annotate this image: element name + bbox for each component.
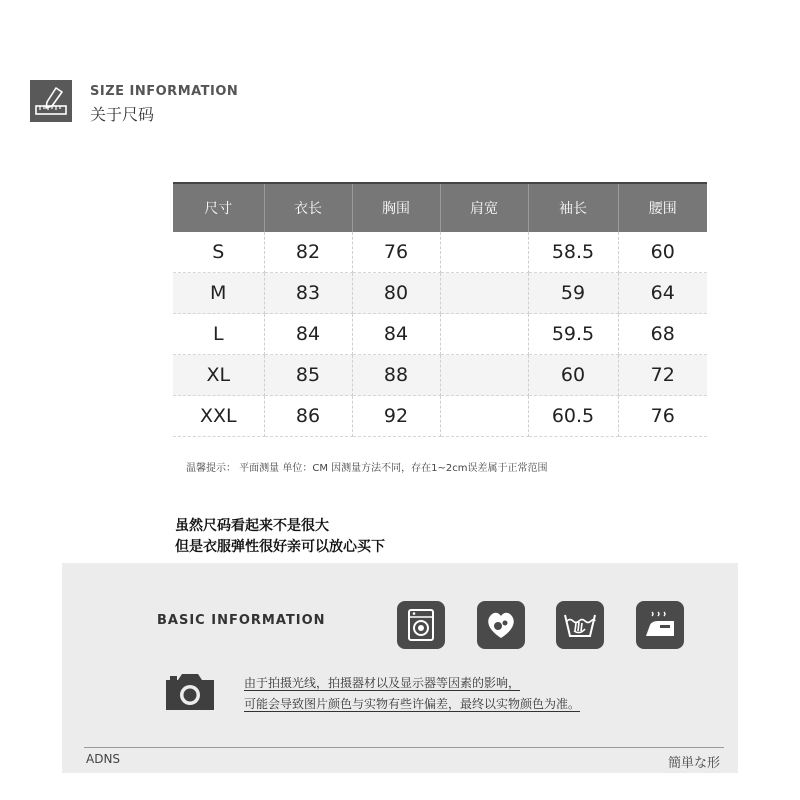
table-cell (440, 355, 528, 396)
table-cell: 58.5 (528, 232, 618, 273)
table-cell: S (173, 232, 264, 273)
header-sleeve: 袖长 (528, 183, 618, 232)
size-table (173, 182, 707, 437)
table-cell: 60 (618, 232, 707, 273)
measurement-tip: 温馨提示： 平面测量 单位：CM 因测量方法不同，存在1~2cm误差属于正常范围 (186, 463, 548, 474)
table-cell: 60.5 (528, 396, 618, 437)
header-size: 尺寸 (173, 183, 264, 232)
table-cell: 86 (264, 396, 352, 437)
table-row (173, 355, 707, 396)
camera-icon (162, 668, 218, 718)
table-cell: XL (173, 355, 264, 396)
table-cell: 59 (528, 273, 618, 314)
table-cell (440, 232, 528, 273)
disclaimer-line: 由于拍摄光线，拍摄器材以及显示器等因素的影响， (244, 676, 521, 690)
table-cell: 83 (264, 273, 352, 314)
table-cell: 76 (352, 232, 440, 273)
footer-slogan: 簡単な形 (668, 756, 721, 771)
table-cell: 64 (618, 273, 707, 314)
table-cell: 60 (528, 355, 618, 396)
table-cell: M (173, 273, 264, 314)
footer-divider (84, 747, 724, 748)
elasticity-note (175, 516, 385, 558)
iron-icon (636, 601, 684, 649)
table-cell: 84 (352, 314, 440, 355)
table-header-row (173, 183, 707, 232)
color-disclaimer (244, 673, 580, 715)
table-cell: 59.5 (528, 314, 618, 355)
basic-info-title: BASIC INFORMATION (157, 613, 326, 628)
table-cell (440, 314, 528, 355)
table-row (173, 314, 707, 355)
table-cell: XXL (173, 396, 264, 437)
table-row (173, 232, 707, 273)
table-cell (440, 396, 528, 437)
washing-machine-icon (397, 601, 445, 649)
table-cell (440, 273, 528, 314)
header-waist: 腰围 (618, 183, 707, 232)
table-cell: 76 (618, 396, 707, 437)
table-cell: 68 (618, 314, 707, 355)
ruler-pencil-icon (30, 80, 72, 122)
header-bust: 胸围 (352, 183, 440, 232)
table-row (173, 273, 707, 314)
note-line: 虽然尺码看起来不是很大 (175, 518, 329, 534)
wash-basin-icon (556, 601, 604, 649)
size-title-en: SIZE INFORMATION (90, 84, 239, 99)
table-cell: 82 (264, 232, 352, 273)
table-row (173, 396, 707, 437)
note-line: 但是衣服弹性很好亲可以放心买下 (175, 539, 385, 555)
table-cell: 80 (352, 273, 440, 314)
header-shoulder: 肩宽 (440, 183, 528, 232)
table-cell: 88 (352, 355, 440, 396)
size-title-cn: 关于尺码 (90, 105, 155, 124)
footer-brand: ADNS (86, 752, 121, 766)
table-cell: 92 (352, 396, 440, 437)
table-cell: 72 (618, 355, 707, 396)
table-cell: 85 (264, 355, 352, 396)
table-cell: L (173, 314, 264, 355)
header-length: 衣长 (264, 183, 352, 232)
table-cell: 84 (264, 314, 352, 355)
disclaimer-line: 可能会导致图片颜色与实物有些许偏差，最终以实物颜色为准。 (244, 697, 581, 711)
hand-wash-icon (477, 601, 525, 649)
